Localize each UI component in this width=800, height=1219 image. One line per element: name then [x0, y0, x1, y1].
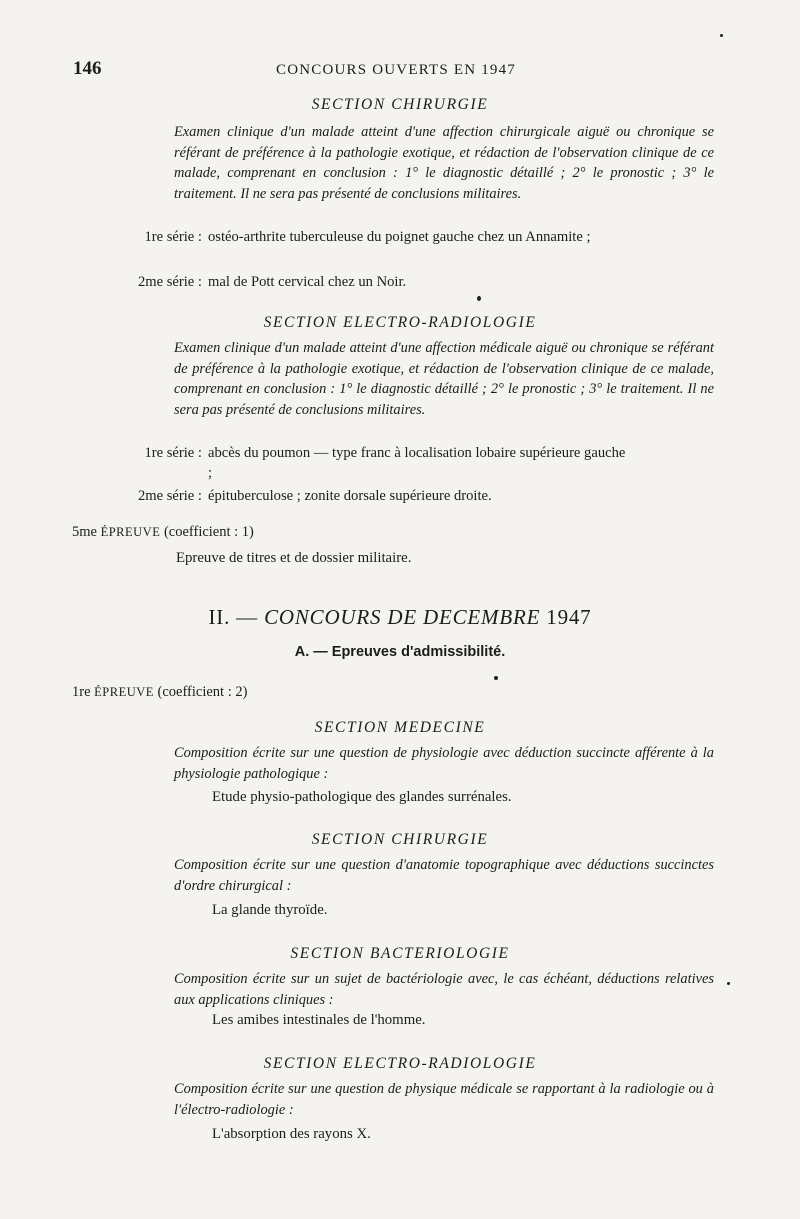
section-title-chirurgie-2: SECTION CHIRURGIE — [311, 831, 489, 848]
subject-electro-radiologie: L'absorption des rayons X. — [212, 1126, 371, 1142]
subject-bacteriologie: Les amibes intestinales de l'homme. — [212, 1012, 426, 1028]
series-item — [118, 486, 632, 506]
part-2-title: II. — CONCOURS DE DECEMBRE 1947 — [208, 605, 592, 629]
epreuve-5-heading: 5me ÉPREUVE (coefficient : 1) — [72, 524, 254, 540]
epreuve-5-text: Epreuve de titres et de dossier militaire. — [176, 550, 412, 566]
series-label: 1re série : — [144, 229, 202, 245]
exam-text-electro-radiologie: Examen clinique d'un malade atteint d'une affection médicale aiguë ou chronique se référant de préférence à la pathologie exotique, et rédaction de l'observation clinique de ce malade, comprenant en conclusion : 1° le diagnostic détaillé ; 2° le pronostic ; 3° le traitement. Il ne sera pas présenté de conclusions militaires. — [174, 340, 714, 418]
instruction-electro-radiologie: Composition écrite sur une question de physique médicale se rapportant à la radiologie ou à l'électro-radiologie : — [174, 1081, 714, 1118]
exam-text-chirurgie: Examen clinique d'un malade atteint d'une affection chirurgicale aiguë ou chronique se référant de préférence à la pathologie exotique, et rédaction de l'observation clinique de ce malade, comprenant en conclusion : 1° le diagnostic détaillé ; 2° le pronostic ; 3° le traitement. Il ne sera pas présenté de conclusions militaires. — [174, 124, 714, 202]
instruction-medecine: Composition écrite sur une question de physiologie avec déduction succincte afférente à la physiologie pathologique : — [174, 745, 714, 782]
ink-speck — [494, 676, 498, 680]
series-text: abcès du poumon — type franc à localisation lobaire supérieure gauche ; — [208, 445, 626, 481]
series-label: 1re série : — [144, 445, 202, 461]
ink-speck — [720, 34, 723, 37]
series-text: ostéo-arthrite tuberculeuse du poignet gauche chez un Annamite ; — [208, 229, 591, 245]
ink-speck — [477, 296, 481, 301]
series-text: épituberculose ; zonite dorsale supérieure droite. — [208, 488, 492, 504]
section-title-chirurgie: SECTION CHIRURGIE — [311, 96, 489, 113]
series-label: 2me série : — [137, 488, 202, 504]
series-text: mal de Pott cervical chez un Noir. — [208, 274, 407, 290]
series-item — [118, 272, 632, 292]
page-number: 146 — [73, 58, 102, 79]
series-label: 2me série : — [137, 274, 202, 290]
instruction-chirurgie: Composition écrite sur une question d'anatomie topographique avec déductions succinctes d'ordre chirurgical : — [174, 857, 714, 894]
part-2-subtitle: A. — Epreuves d'admissibilité. — [294, 644, 506, 660]
section-title-electro-radiologie: SECTION ELECTRO-RADIOLOGIE — [263, 314, 537, 331]
epreuve-1-heading: 1re ÉPREUVE (coefficient : 2) — [72, 684, 248, 700]
series-item — [118, 227, 632, 247]
instruction-bacteriologie: Composition écrite sur un sujet de bactériologie avec, le cas échéant, déductions relatives aux applications cliniques : — [174, 971, 714, 1008]
subject-medecine: Etude physio-pathologique des glandes surrénales. — [212, 789, 512, 805]
section-title-medecine: SECTION MEDECINE — [314, 719, 486, 736]
section-title-bacteriologie: SECTION BACTERIOLOGIE — [290, 945, 510, 962]
subject-chirurgie: La glande thyroïde. — [212, 902, 328, 918]
running-title: CONCOURS OUVERTS EN 1947 — [276, 62, 517, 78]
ink-speck — [727, 982, 730, 985]
section-title-electro-radiologie-2: SECTION ELECTRO-RADIOLOGIE — [263, 1055, 537, 1072]
series-item — [118, 443, 632, 483]
